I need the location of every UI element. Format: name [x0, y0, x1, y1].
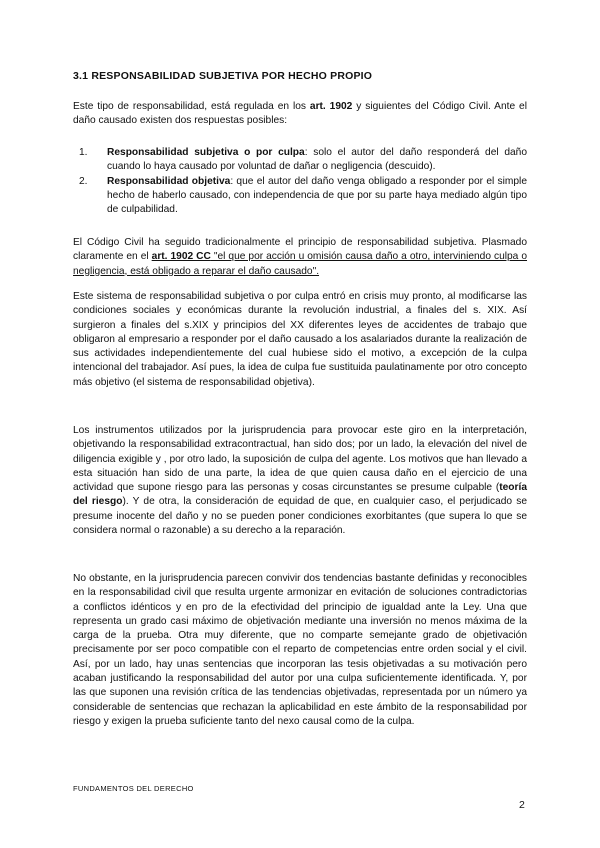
crisis-paragraph: Este sistema de responsabilidad subjetiva o por culpa entró en crisis muy pronto, al modificarse las condiciones sociales y económicas durante la revolución industrial, a finales del s. XIX. Así surgieron a finales del s.XIX y principios del XX diferentes leyes de accidentes de trabajo que obligaron al empresario a responder por el daño causado a los asalariados durante la realización de sus actividades independientemente del cual hubiese sido el motivo, a excepción de la culpa intencional del trabajador. Así pues, la idea de culpa fue sustituida paulatinamente por otro concepto más objetivo (el sistema de responsabilidad objetiva).	[73, 291, 527, 388]
list-item-description: : que el autor del daño venga obligado a responder por el simple hecho de haberlo causado, con independencia de que por su parte haya mediado algún tipo de culpabilidad.	[107, 175, 527, 216]
instruments-paragraph	[73, 424, 527, 538]
article-quote: "el que por acción u omisión causa daño a otro, interviniendo culpa o negligencia, está obligado a reparar el daño causado".	[73, 251, 528, 277]
footer-label: FUNDAMENTOS DEL DERECHO	[73, 784, 194, 793]
civil-code-paragraph	[73, 236, 527, 279]
list-item	[73, 146, 527, 175]
jurisprudence-paragraph: No obstante, en la jurisprudencia parecen convivir dos tendencias bastante definidas y reconocibles en la responsabilidad civil que resulta urgente armonizar en evitación de soluciones contradictorias a conflictos idénticos y en pro de la efectividad del principio de igualdad ante la Ley. Una que representa un grado casi máximo de objetivación mediante una inversión no menos máxima de la carga de la prueba. Otra muy diferente, que no comparte semejante grado de objetivación precisamente por ser poco compatible con el reparto de competencias entre orden social y el civil. Así, por un lado, hay unas sentencias que incorporan las tesis objetivadas a su motivación pero acaban justificando la responsabilidad del autor por una culpa suficientemente identificada. Y, por las que suponen una revisión crítica de las tendencias objetivadas, representada por un número ya considerable de sentencias que rechazan la aplicabilidad en este ámbito de la responsabilidad por riesgo y exigen la prueba suficiente tanto del nexo causal como de la culpa.	[73, 573, 527, 727]
paragraph-text: Los instrumentos utilizados por la jurisprudencia para provocar este giro en la interpretación, objetivando la responsabilidad extracontractual, han sido dos; por un lado, la elevación del nivel de diligencia exigible y , por otro lado, la suposición de culpa del agente. Los motivos que han llevado a esta situación han sido de una parte, la idea de que quien causa daño en el ejercicio de una actividad que supone riesgo para las personas y cosas circunstantes se presume culpable (	[73, 425, 527, 494]
list-item-number: 2.	[79, 175, 88, 187]
intro-text-continued: y siguientes del Código Civil. Ante el daño causado existen dos respuestas posibles:	[73, 101, 527, 127]
article-ref: art. 1902 CC	[151, 251, 211, 263]
section-heading: 3.1 RESPONSABILIDAD SUBJETIVA POR HECHO PROPIO	[73, 70, 373, 82]
paragraph-text: El Código Civil ha seguido tradicionalmente el principio de responsabilidad subjetiva. Plasmado claramente en el	[73, 237, 527, 263]
list-item-description: : solo el autor del daño responderá del daño cuando lo haya causado por voluntad de dañar o negligencia (descuido).	[107, 147, 527, 173]
list-item-number: 1.	[79, 147, 88, 158]
responsibility-types-list	[73, 146, 527, 217]
risk-theory-term: teoría del riesgo	[73, 482, 527, 508]
list-item-term: Responsabilidad objetiva	[107, 175, 231, 187]
intro-text: Este tipo de responsabilidad, está regulada en los	[73, 101, 310, 112]
list-item	[73, 175, 527, 218]
intro-article-ref: art. 1902	[309, 101, 353, 112]
list-item-term: Responsabilidad subjetiva o por culpa	[107, 147, 305, 158]
page-number: 2	[519, 799, 525, 811]
intro-paragraph	[73, 100, 527, 129]
paragraph-text-continued: ). Y de otra, la consideración de equidad de que, en cualquier caso, el perjudicado se presume inocente del daño y no se pueden poner condiciones exorbitantes (que supera lo que se considera normal o razonable) a su derecho a la reparación.	[73, 496, 528, 537]
